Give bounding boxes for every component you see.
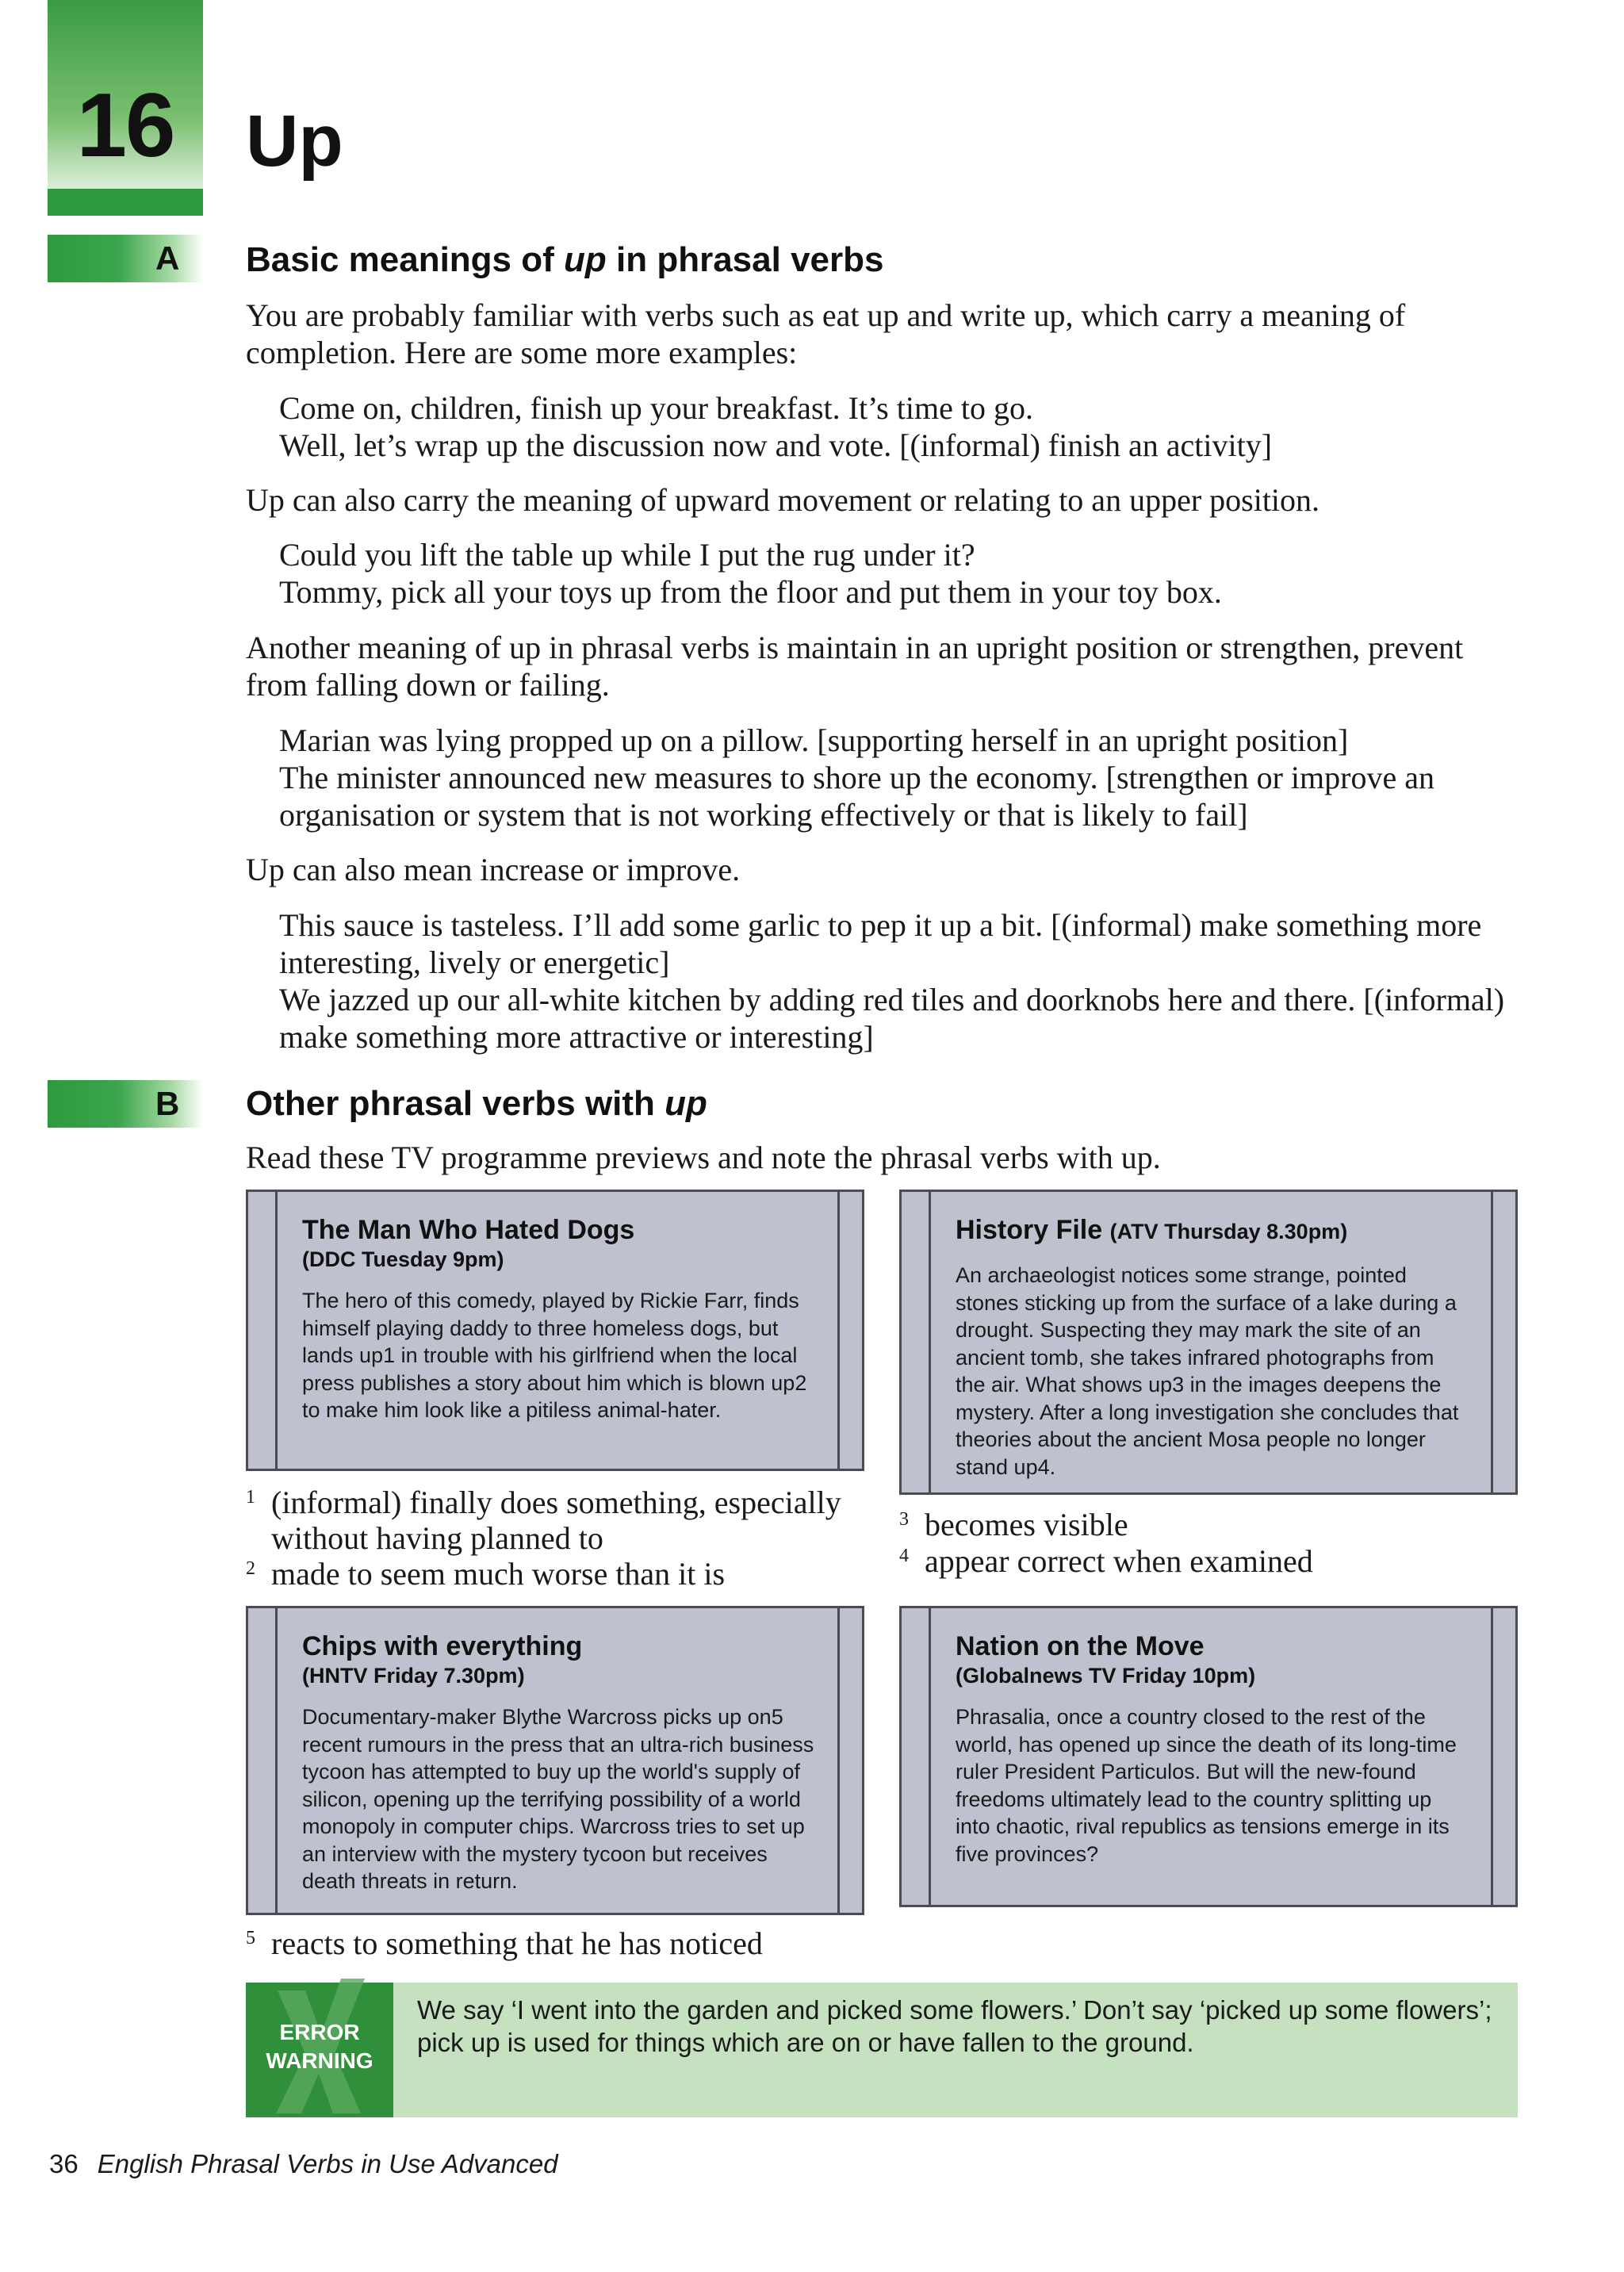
section-b-intro: Read these TV programme previews and note the phrasal verbs with up.: [246, 1140, 1161, 1175]
tv-channel: (DDC Tuesday 9pm): [302, 1247, 504, 1271]
error-warning-text: We say ‘I went into the garden and picked some flowers.’ Don’t say ‘picked up some flowers’; pick up is used for things which are on or have fallen to the ground.: [417, 1995, 1492, 2057]
example-shore-up: The minister announced new measures to shore up the economy. [strengthen or improve an organisation or system that is not working effectively or that is likely to fail]: [279, 760, 1434, 833]
footnote-3: 3 becomes visible: [899, 1507, 1128, 1542]
tv-description: Documentary-maker Blythe Warcross picks up on5 recent rumours in the press that an ultra-rich business tycoon has attempted to buy up the world's supply of silicon, opening up the terrifying possibility of a world monopoly in computer chips. Warcross tries to set up an interview with the mystery tycoon but receives death threats in return.: [302, 1705, 814, 1893]
unit-tab-bar: [48, 189, 203, 216]
section-a-paragraph-1: You are probably familiar with verbs such as eat up and write up, which carry a meaning of completion. Here are some more examples:: [246, 297, 1406, 370]
unit-number: 16: [76, 75, 174, 176]
tv-title: Chips with everything: [302, 1631, 583, 1661]
section-a-tab: [48, 235, 203, 282]
page-footer: [49, 2149, 558, 2179]
example-finish-up: Come on, children, finish up your breakfast. It’s time to go.: [279, 390, 1033, 426]
section-a-paragraph-4: Up can also mean increase or improve.: [246, 852, 741, 887]
tv-description: The hero of this comedy, played by Rickie Farr, finds himself playing daddy to three homeless dogs, but lands up1 in trouble with his girlfriend when the local press publishes a story about him which is blown up2 to make him look like a pitiless animal-hater.: [302, 1289, 807, 1422]
example-pick-up: Tommy, pick all your toys up from the floor and put them in your toy box.: [279, 574, 1222, 610]
section-b-heading: Other phrasal verbs with up: [246, 1084, 707, 1123]
section-a-letter: A: [155, 239, 180, 277]
error-warning-label-2: WARNING: [266, 2048, 373, 2073]
footnote-4: 4 appear correct when examined: [899, 1543, 1313, 1579]
example-wrap-up: Well, let’s wrap up the discussion now and vote. [(informal) finish an activity]: [279, 427, 1273, 463]
footnote-5: 5 reacts to something that he has noticed: [246, 1925, 763, 1961]
page-number: 36: [49, 2149, 79, 2178]
unit-title: Up: [246, 101, 343, 182]
tv-preview-nation-on-the-move: [899, 1606, 1518, 1907]
tv-title: History File (ATV Thursday 8.30pm): [956, 1215, 1348, 1245]
section-b-tab: [48, 1080, 203, 1128]
tv-description: An archaeologist notices some strange, pointed stones sticking up from the surface of a lake during a drought. Suspecting they may mark the site of an ancient tomb, she takes infrared photographs from the air. What shows up3 in the images deepens the mystery. After a long investigation she concludes that theories about the ancient Mosa people no longer stand up4.: [956, 1263, 1459, 1479]
section-a-paragraph-3: Another meaning of up in phrasal verbs is maintain in an upright position or strengthen, prevent from falling down or failing.: [246, 630, 1464, 703]
error-warning-label-1: ERROR: [279, 2020, 360, 2044]
tv-title: Nation on the Move: [956, 1631, 1205, 1661]
tv-preview-chips-with-everything: [246, 1606, 864, 1915]
tv-channel: (HNTV Friday 7.30pm): [302, 1664, 525, 1688]
error-cross-icon: [270, 1975, 373, 2117]
tv-title: The Man Who Hated Dogs: [302, 1215, 635, 1245]
tv-preview-history-file: [899, 1190, 1518, 1495]
section-a-heading: Basic meanings of up in phrasal verbs: [246, 240, 884, 279]
footnote-2: 2 made to seem much worse than it is: [246, 1556, 726, 1592]
section-b-letter: B: [155, 1085, 180, 1122]
example-lift-up: Could you lift the table up while I put the rug under it?: [279, 537, 975, 573]
book-title: English Phrasal Verbs in Use Advanced: [97, 2149, 558, 2178]
example-pep-up: This sauce is tasteless. I’ll add some garlic to pep it up a bit. [(informal) make something more interesting, lively or energetic]: [279, 907, 1482, 980]
tv-description: Phrasalia, once a country closed to the rest of the world, has opened up since the death of its long-time ruler President Particulos. But will the new-found freedoms ultimately lead to the country splitting up into chaotic, rival republics as tensions emerge in its five provinces?: [956, 1705, 1457, 1866]
example-jazz-up: We jazzed up our all-white kitchen by adding red tiles and doorknobs here and there. [(informal) make something more attractive or interesting]: [279, 982, 1505, 1055]
section-a-paragraph-2: Up can also carry the meaning of upward movement or relating to an upper position.: [246, 482, 1320, 518]
footnote-1: 1 (informal) finally does something, especially without having planned to: [246, 1485, 841, 1556]
tv-preview-man-who-hated-dogs: [246, 1190, 864, 1471]
tv-channel: (Globalnews TV Friday 10pm): [956, 1664, 1256, 1688]
example-propped-up: Marian was lying propped up on a pillow. [supporting herself in an upright position]: [279, 722, 1349, 758]
